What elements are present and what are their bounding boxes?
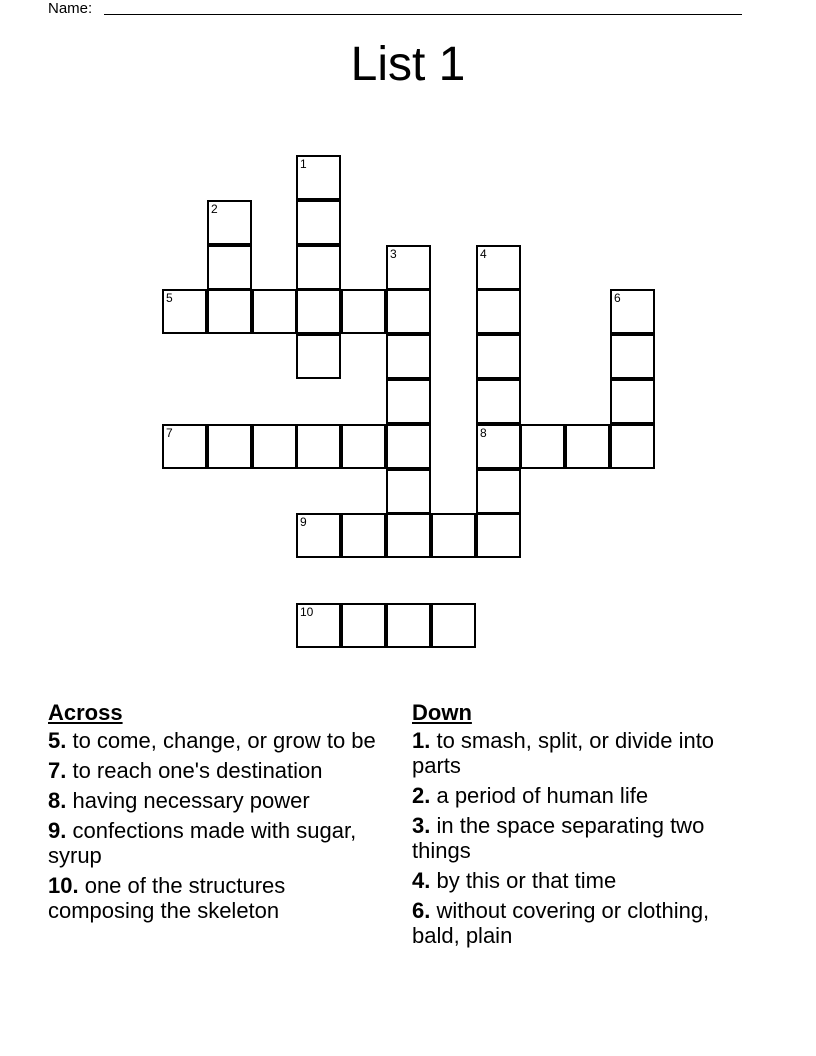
clue-number: 1. [412, 728, 431, 753]
cell-number: 3 [390, 247, 397, 261]
crossword-cell[interactable] [296, 155, 341, 200]
clue-text: to come, change, or grow to be [66, 728, 376, 753]
crossword-cell[interactable] [476, 289, 521, 334]
clue-text: to reach one's destination [66, 758, 323, 783]
crossword-cell[interactable] [341, 289, 386, 334]
crossword-cell[interactable] [610, 289, 655, 334]
across-clue [48, 818, 378, 868]
crossword-cell[interactable] [296, 334, 341, 379]
crossword-cell[interactable] [296, 245, 341, 290]
across-heading: Across [48, 700, 123, 725]
page-title: List 1 [350, 38, 466, 91]
crossword-cell[interactable] [610, 334, 655, 379]
crossword-cell[interactable] [252, 289, 297, 334]
cell-number: 9 [300, 515, 307, 529]
crossword-cell[interactable] [162, 424, 207, 469]
crossword-cell[interactable] [476, 424, 521, 469]
down-clue [412, 898, 742, 948]
crossword-cell[interactable] [386, 513, 431, 558]
crossword-cell[interactable] [296, 603, 341, 648]
crossword-cell[interactable] [386, 245, 431, 290]
crossword-cell[interactable] [162, 289, 207, 334]
crossword-cell[interactable] [341, 424, 386, 469]
down-heading: Down [412, 700, 472, 725]
crossword-cell[interactable] [610, 424, 655, 469]
clue-text: in the space separating two things [412, 813, 705, 863]
crossword-cell[interactable] [296, 424, 341, 469]
crossword-cell[interactable] [386, 334, 431, 379]
clue-number: 2. [412, 783, 431, 808]
crossword-cell[interactable] [431, 603, 476, 648]
across-clue [48, 728, 378, 753]
cell-number: 4 [480, 247, 487, 261]
crossword-cell[interactable] [476, 513, 521, 558]
crossword-cell[interactable] [386, 469, 431, 514]
clue-number: 8. [48, 788, 67, 813]
down-clue [412, 728, 742, 778]
across-clue [48, 758, 378, 783]
across-clues [48, 700, 378, 928]
crossword-cell[interactable] [296, 200, 341, 245]
down-clue [412, 783, 742, 808]
clue-text: without covering or clothing, bald, plain [412, 898, 710, 948]
crossword-cell[interactable] [476, 379, 521, 424]
cell-number: 5 [166, 291, 173, 305]
clue-text: confections made with sugar, syrup [48, 818, 357, 868]
clue-text: by this or that time [430, 868, 617, 893]
cell-number: 7 [166, 426, 173, 440]
across-clue [48, 873, 378, 923]
cell-number: 10 [300, 605, 314, 619]
clue-text: having necessary power [66, 788, 310, 813]
crossword-cell[interactable] [476, 469, 521, 514]
crossword-cell[interactable] [610, 379, 655, 424]
clue-text: to smash, split, or divide into parts [412, 728, 715, 778]
crossword-cell[interactable] [476, 334, 521, 379]
clue-number: 10. [48, 873, 79, 898]
crossword-cell[interactable] [341, 513, 386, 558]
crossword-cell[interactable] [520, 424, 565, 469]
cell-number: 2 [211, 202, 218, 216]
clue-text: one of the structures composing the skeleton [48, 873, 286, 923]
crossword-cell[interactable] [207, 289, 252, 334]
clue-number: 4. [412, 868, 431, 893]
clue-number: 7. [48, 758, 67, 783]
crossword-cell[interactable] [341, 603, 386, 648]
clue-number: 5. [48, 728, 67, 753]
crossword-cell[interactable] [207, 424, 252, 469]
crossword-cell[interactable] [431, 513, 476, 558]
crossword-cell[interactable] [386, 424, 431, 469]
cell-number: 8 [480, 426, 487, 440]
crossword-cell[interactable] [207, 245, 252, 290]
down-clue [412, 813, 742, 863]
cell-number: 1 [300, 157, 307, 171]
clue-number: 6. [412, 898, 431, 923]
clue-number: 3. [412, 813, 431, 838]
crossword-cell[interactable] [296, 513, 341, 558]
crossword-cell[interactable] [386, 289, 431, 334]
crossword-cell[interactable] [296, 289, 341, 334]
clue-number: 9. [48, 818, 67, 843]
crossword-cell[interactable] [565, 424, 610, 469]
clue-text: a period of human life [430, 783, 649, 808]
name-label: Name: [48, 0, 93, 17]
cell-number: 6 [614, 291, 621, 305]
crossword-cell[interactable] [476, 245, 521, 290]
crossword-cell[interactable] [386, 603, 431, 648]
crossword-cell[interactable] [207, 200, 252, 245]
crossword-cell[interactable] [252, 424, 297, 469]
across-clue [48, 788, 378, 813]
down-clue [412, 868, 742, 893]
crossword-cell[interactable] [386, 379, 431, 424]
down-clues [412, 700, 742, 953]
